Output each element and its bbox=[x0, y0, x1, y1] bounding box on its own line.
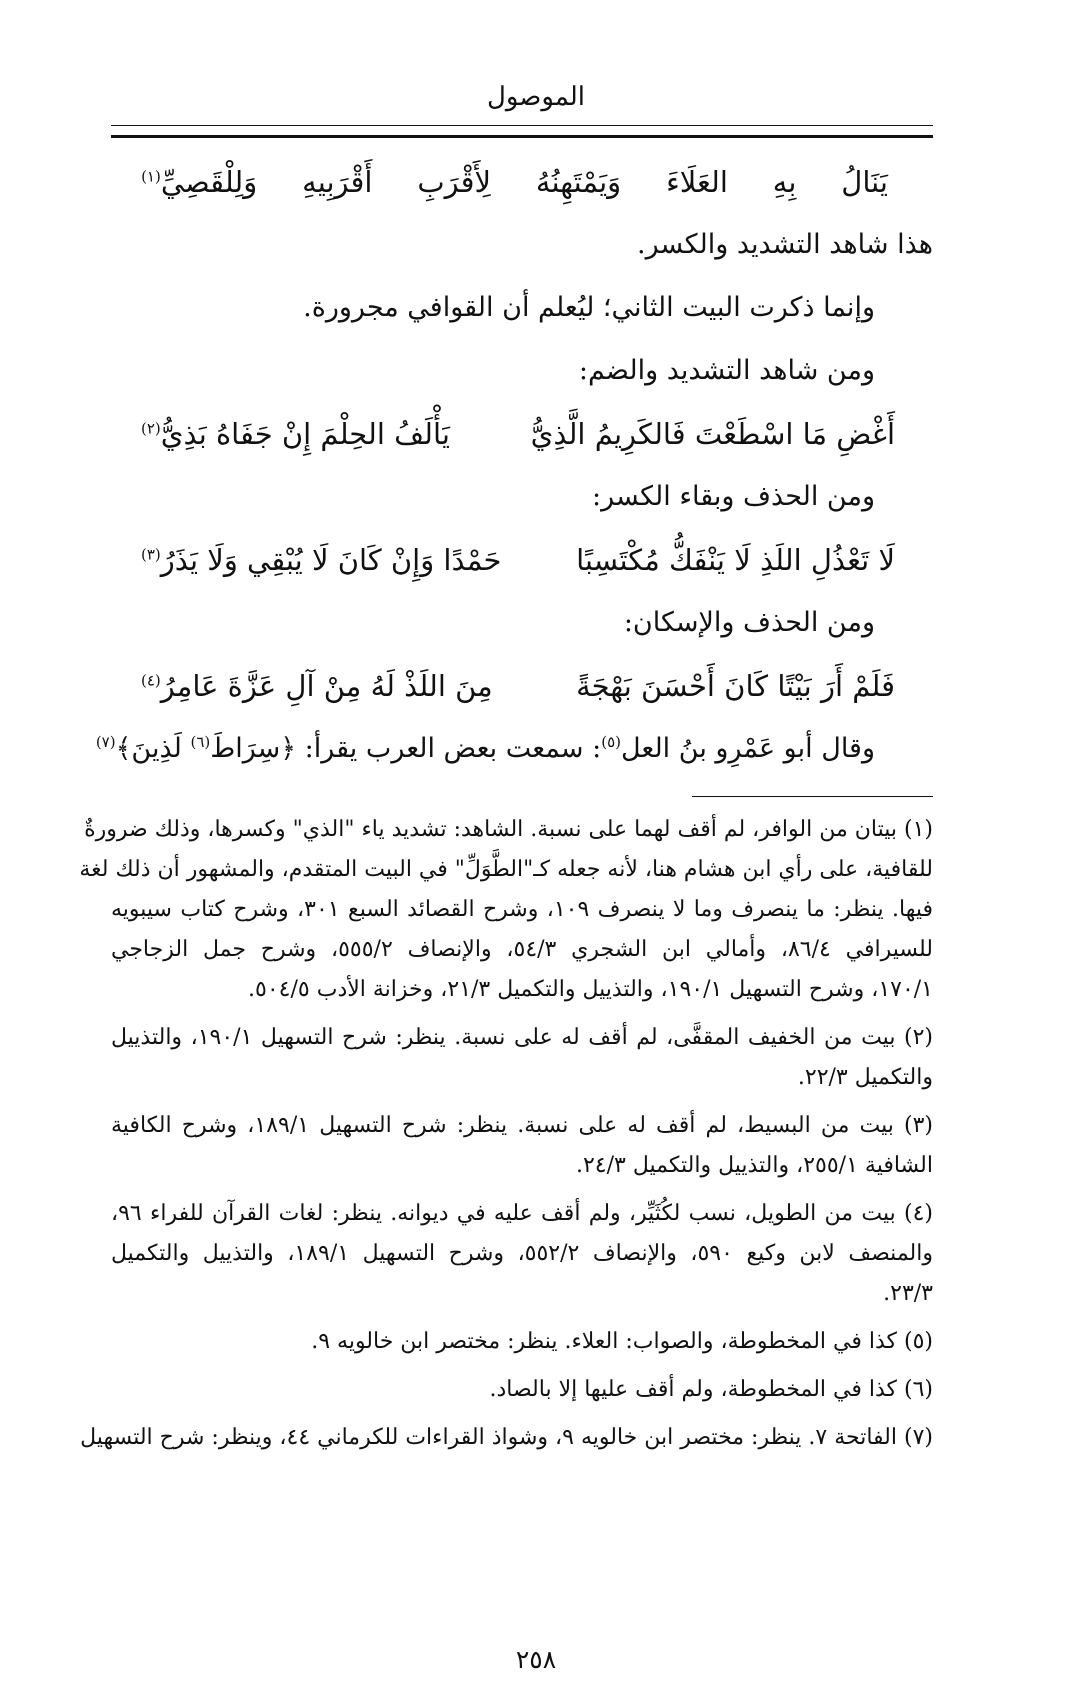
header-rule-thin bbox=[111, 125, 933, 126]
footnote-1 bbox=[79, 810, 934, 1010]
verse-1 bbox=[111, 150, 933, 213]
verse-3 bbox=[111, 528, 933, 591]
footnote-marker: (٧) bbox=[95, 733, 116, 751]
footnote-line: (٦) كذا في المخطوطة، ولم أقف عليها إلا بالصاد. bbox=[489, 1377, 933, 1402]
verse-word-last: وَلِلْقَصِيِّ$^{(١)}$ bbox=[141, 164, 258, 199]
footnote-line: والمنصف لابن وكيع ٥٩٠، والإنصاف ٥٥٢/٢، وشرح التسهيل ١٨٩/١، والتذييل والتكميل bbox=[111, 1241, 933, 1266]
footnote-line: والتكميل ٢٢/٣. bbox=[797, 1065, 933, 1090]
footnote-5 bbox=[111, 1322, 933, 1362]
footnote-line: للسيرافي ٨٦/٤، وأمالي ابن الشجري ٥٤/٣، والإنصاف ٥٥٥/٢، وشرح جمل الزجاجي bbox=[111, 937, 933, 962]
footnote-line: ٢٣/٣. bbox=[883, 1281, 933, 1306]
footnote-line: (٤) بيت من الطويل، نسب لكُثَيِّر، ولم أقف عليه في ديوانه. ينظر: لغات القرآن للفراء ٩٦، bbox=[111, 1201, 933, 1226]
verse-word: يَنَالُ bbox=[841, 164, 888, 199]
verse-word: بِهِ bbox=[772, 164, 797, 199]
verse-word: لِأَقْرَبِ bbox=[417, 164, 492, 199]
footnote-marker: (٣) bbox=[141, 544, 161, 563]
footnote-7 bbox=[80, 1418, 933, 1458]
footnote-6 bbox=[111, 1370, 933, 1410]
footnote-4 bbox=[111, 1194, 933, 1314]
footnote-marker: (٦) bbox=[190, 733, 211, 751]
paragraph: ومن الحذف وبقاء الكسر: bbox=[592, 481, 875, 512]
paragraph: ومن الحذف والإسكان: bbox=[623, 607, 875, 638]
footnote-line: (٣) بيت من البسيط، لم أقف له على نسبة. ينظر: شرح التسهيل ١٨٩/١، وشرح الكافية bbox=[111, 1113, 933, 1138]
paragraph: وإنما ذكرت البيت الثاني؛ ليُعلم أن القوافي مجرورة. bbox=[303, 292, 875, 323]
footnote-line: الشافية ٢٥٥/١، والتذييل والتكميل ٢٤/٣. bbox=[575, 1153, 933, 1178]
footnote-3 bbox=[111, 1106, 933, 1186]
footnote-line: فيها. ينظر: ما ينصرف وما لا ينصرف ١٠٩، وشرح القصائد السبع ٣٠١، وشرح كتاب سيبويه bbox=[111, 897, 934, 922]
paragraph: هذا شاهد التشديد والكسر. bbox=[637, 229, 933, 260]
page-number: ٢٥٨ bbox=[515, 1645, 557, 1674]
footnote-line: (٢) بيت من الخفيف المقفَّى، لم أقف له على نسبة. ينظر: شرح التسهيل ١٩٠/١، والتذييل bbox=[111, 1025, 933, 1050]
footnote-line: للقافية، على رأي ابن هشام هنا، لأنه جعله كـ"الطَّوَلِّ" في البيت المتقدم، والمشهور أن ذلك لغة bbox=[79, 857, 933, 882]
header-rule-thick bbox=[111, 135, 933, 138]
verse-second-hemistich: يَأْلَفُ الحِلْمَ إِنْ جَفَاهُ بَذِيُّ$^{(٢)}$ bbox=[141, 416, 450, 451]
paragraph: ومن شاهد التشديد والضم: bbox=[578, 355, 875, 386]
footnote-marker: (٢) bbox=[141, 418, 161, 437]
verse-first-hemistich: لَا تَعْذُلِ اللَذِ لَا يَنْفَكُّ مُكْتَسِبًا bbox=[576, 542, 895, 577]
footnote-2 bbox=[111, 1018, 933, 1098]
verse-word: أَقْرَبِيهِ bbox=[302, 164, 373, 199]
verse-word: العَلَاءَ bbox=[666, 164, 728, 199]
verse-second-hemistich: حَمْدًا وَإِنْ كَانَ لَا يُبْقِي وَلَا يَذَرُ$^{(٣)}$ bbox=[141, 542, 502, 577]
footnote-marker: (٤) bbox=[141, 670, 161, 689]
footnote-line: ١٧٠/١، وشرح التسهيل ١٩٠/١، والتذييل والتكميل ٢١/٣، وخزانة الأدب ٥٠٤/٥. bbox=[248, 977, 933, 1002]
verse-second-hemistich: مِنَ اللَذْ لَهُ مِنْ آلِ عَزَّةَ عَامِرُ$^{(٤)}$ bbox=[141, 668, 493, 703]
verse-first-hemistich: فَلَمْ أَرَ بَيْتًا كَانَ أَحْسَنَ بَهْجَةً bbox=[576, 668, 895, 703]
verse-word: وَيَمْتَهِنُهُ bbox=[535, 164, 622, 199]
footnote-line: (١) بيتان من الوافر، لم أقف لهما على نسبة. الشاهد: تشديد ياء "الذي" وكسرها، وذلك ضرورةٌ bbox=[84, 817, 933, 842]
footnote-marker: (١) bbox=[141, 166, 161, 185]
footnote-separator bbox=[692, 796, 933, 797]
running-header: الموصول bbox=[486, 82, 585, 112]
verse-2 bbox=[111, 402, 933, 465]
paragraph-quote: وقال أبو عَمْرِو بنُ العل$^{(٥)}$: سمعت بعض العرب يقرأ: ﴿سِرَاطَ$^{(٦)}$ لَذِينَ﴾$^{(٧)}$ bbox=[95, 733, 875, 764]
main-text bbox=[95, 150, 933, 780]
verse-4 bbox=[111, 654, 933, 717]
verse-first-hemistich: أَغْضِ مَا اسْطَعْتَ فَالكَرِيمُ الَّذِيُّ bbox=[530, 416, 895, 451]
footnote-line: (٧) الفاتحة ٧. ينظر: مختصر ابن خالويه ٩، وشواذ القراءات للكرماني ٤٤، وينظر: شرح التسهيل bbox=[80, 1425, 933, 1450]
footnote-line: (٥) كذا في المخطوطة، والصواب: العلاء. ينظر: مختصر ابن خالويه ٩. bbox=[311, 1329, 933, 1354]
footnote-marker: (٥) bbox=[601, 733, 621, 751]
footnotes bbox=[79, 810, 934, 1466]
